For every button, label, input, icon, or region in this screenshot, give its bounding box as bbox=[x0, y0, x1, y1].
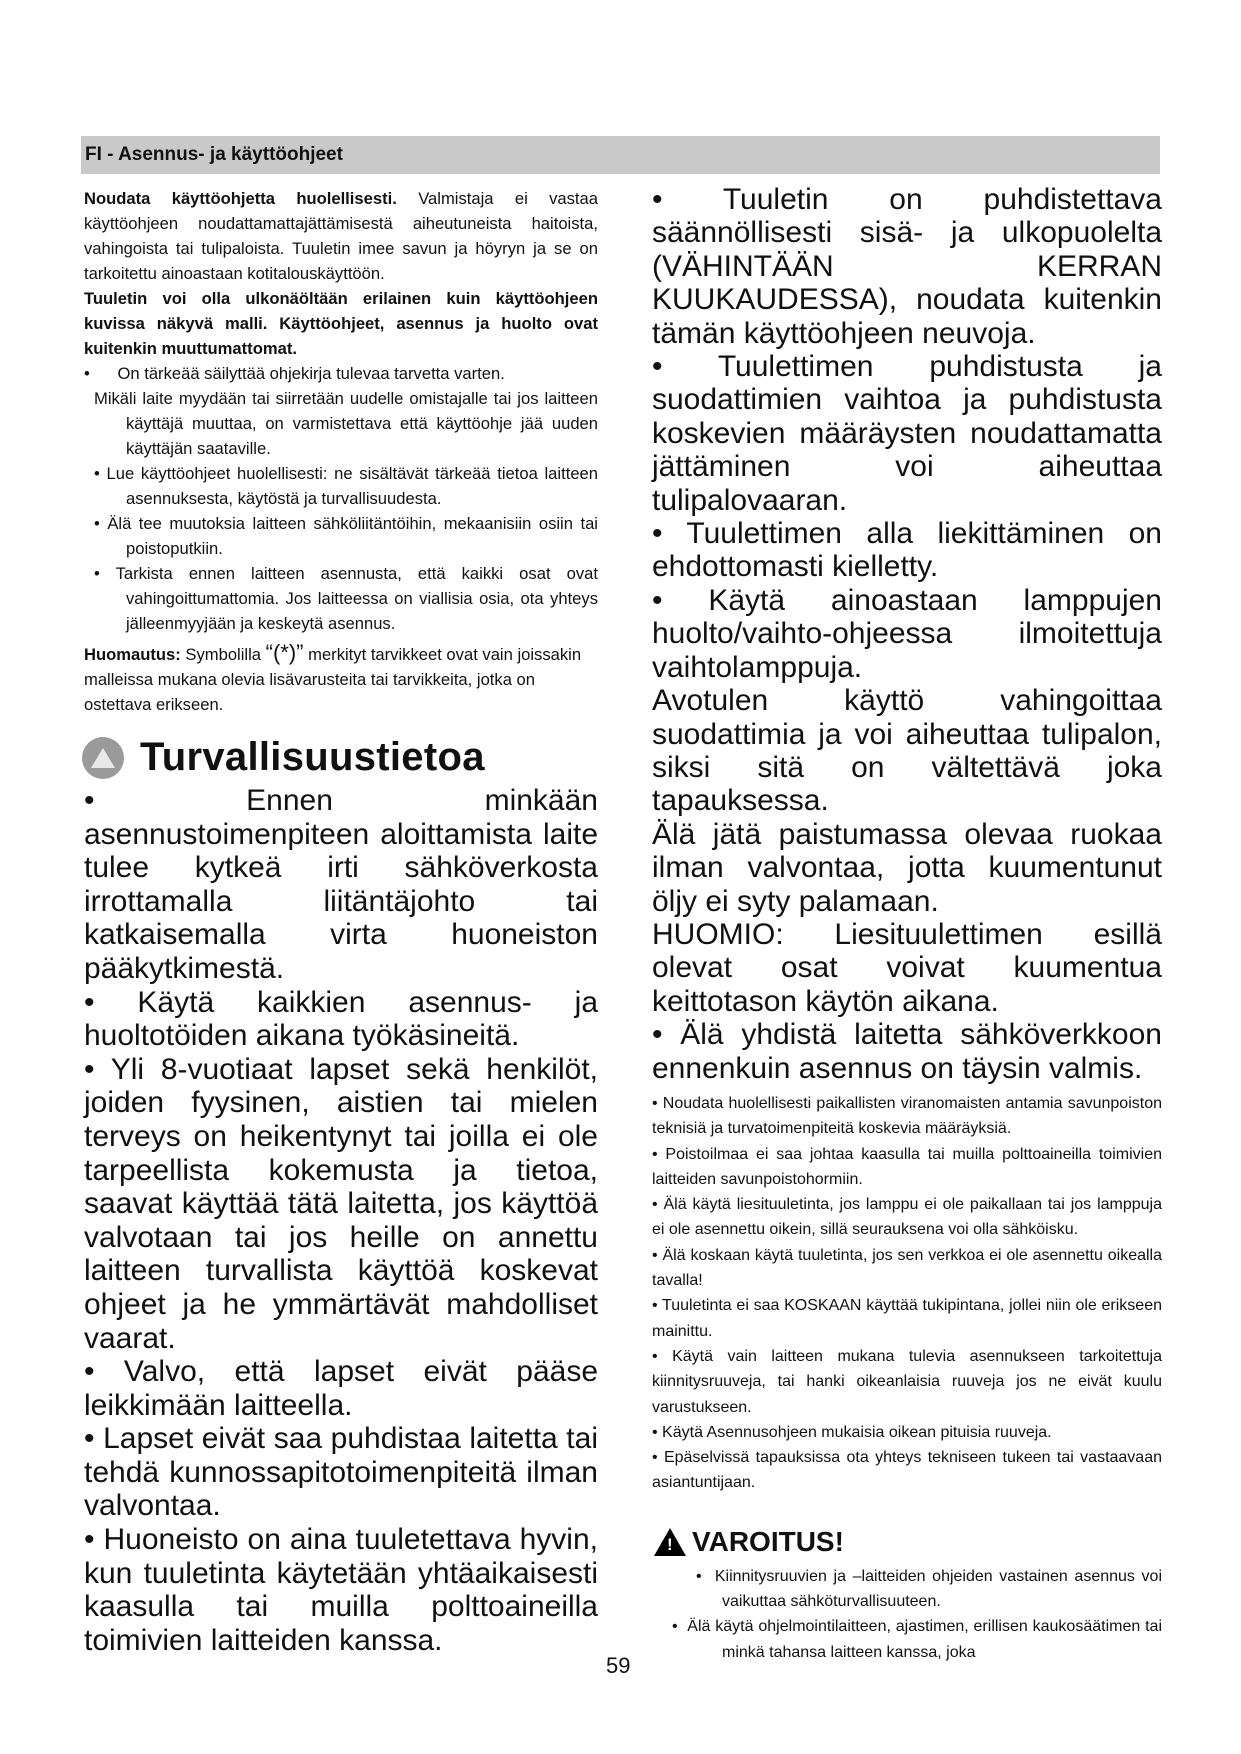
right-small-item: • Noudata huolellisesti paikallisten viranomaisten antamia savunpoiston teknisiä ja turvatoimenpiteitä koskevia määräyksiä. bbox=[652, 1094, 1162, 1138]
right-small-item: • Epäselvissä tapauksissa ota yhteys tekniseen tukeen tai vastaavaan asiantuntijaan. bbox=[652, 1449, 1162, 1492]
right-column bbox=[652, 183, 1162, 1665]
left-column bbox=[84, 186, 598, 1657]
right-small-item: • Käytä Asennusohjeen mukaisia oikean pituisia ruuveja. bbox=[652, 1423, 1052, 1441]
note-label: Huomautus: bbox=[84, 645, 181, 664]
safety-item: • Yli 8-vuotiaat lapset sekä henkilöt, joiden fyysinen, aistien tai mielen terveys on heikentynyt tai joilla ei ole tarpeellista kokemusta ja tietoa, saavat käyttää tätä laitetta, jos käyttöä valvotaan tai jos heille on annettu laitteen turvallista käyttöä koskevat ohjeet ja he ymmärtävät mahdolliset vaarat. bbox=[84, 1052, 598, 1355]
safety-item: • Valvo, että lapset eivät pääse leikkimään laitteella. bbox=[84, 1355, 598, 1422]
section-heading bbox=[82, 735, 598, 780]
right-small-item: • Älä käytä liesituuletinta, jos lamppu ei ole paikallaan tai jos lamppuja ei ole asennettu oikein, sillä seurauksena voi olla sähköisku. bbox=[652, 1196, 1162, 1239]
right-large-item: Avotulen käyttö vahingoittaa suodattimia ja voi aiheuttaa tulipalon, siksi sitä on vältettävä joka tapauksessa. bbox=[652, 684, 1162, 818]
warning-circle-icon bbox=[82, 737, 124, 779]
warning-item: • Älä käytä ohjelmointilaitteen, ajastimen, erillisen kaukosäätimen tai minkä tahansa laitteen kanssa, joka bbox=[672, 1618, 1162, 1661]
right-large-item: • Tuulettimen puhdistusta ja suodattimien vaihtoa ja puhdistusta koskevien määräysten noudattamatta jättäminen voi aiheuttaa tulipalovaaran. bbox=[652, 350, 1162, 517]
intro-bold-2: Tuuletin voi olla ulkonäöltään erilainen kuin käyttöohjeen kuvissa näkyvä malli. Käyttöohjeet, asennus ja huolto ovat kuitenkin muuttumattomat. bbox=[84, 289, 598, 358]
header-title: FI - Asennus- ja käyttöohjeet bbox=[85, 144, 343, 165]
intro-text-1: Valmistaja ei vastaa käyttöohjeen noudattamattajättämisestä aiheutuneista haitoista, vahingoista tai tulipaloista. Tuuletin imee savun ja höyryn ja se on tarkoitettu ainoastaan kotitalouskäyttöön. bbox=[84, 189, 598, 283]
intro-bold-paragraph bbox=[84, 286, 598, 361]
right-large-item: • Tuuletin on puhdistettava säännöllisesti sisä- ja ulkopuolelta (VÄHINTÄÄN KERRAN KUUKAUDESSA), noudata kuitenkin tämän käyttöohjeen neuvoja. bbox=[652, 183, 1162, 350]
right-large-item: • Älä yhdistä laitetta sähköverkkoon ennenkuin asennus on täysin valmis. bbox=[652, 1018, 1162, 1085]
safety-item: • Huoneisto on aina tuuletettava hyvin, kun tuuletinta käytetään yhtäaikaisesti kaasulla tai muilla polttoaineilla toimivien laitteiden kanssa. bbox=[84, 1523, 598, 1657]
warning-heading bbox=[654, 1526, 1162, 1558]
header-bar bbox=[81, 136, 1160, 174]
note-symbol: “(*)” bbox=[265, 640, 304, 665]
right-large-item: HUOMIO: Liesituulettimen esillä olevat osat voivat kuumentua keittotason käytön aikana. bbox=[652, 917, 1162, 1018]
list-item: • Älä tee muutoksia laitteen sähköliitäntöihin, mekaanisiin osiin tai poistoputkiin. bbox=[94, 514, 598, 558]
list-item: • Lue käyttöohjeet huolellisesti: ne sisältävät tärkeää tietoa laitteen asennuksesta, käytöstä ja turvallisuudesta. bbox=[94, 464, 598, 508]
right-small-item: • Poistoilmaa ei saa johtaa kaasulla tai muilla polttoaineilla toimivien laitteiden savunpoistohormiin. bbox=[652, 1145, 1162, 1188]
warning-triangle-icon bbox=[654, 1528, 686, 1556]
warning-item: • Kiinnitysruuvien ja –laitteiden ohjeiden vastainen asennus voi vaikuttaa sähköturvallisuuteen. bbox=[696, 1567, 1162, 1611]
right-small-item: • Käytä vain laitteen mukana tulevia asennukseen tarkoitettuja kiinnitysruuveja, tai hanki oikeanlaisia ruuveja jos ne eivät kuulu varustukseen. bbox=[652, 1347, 1162, 1416]
list-item: Mikäli laite myydään tai siirretään uudelle omistajalle tai jos laitteen käyttäjä muuttaa, on varmistettava että käyttöohje jää uuden käyttäjän saataville. bbox=[94, 389, 598, 458]
note-post: merkityt tarvikkeet ovat vain joissakin malleissa mukana olevia lisävarusteita tai tarvikkeita, jotka on ostettava erikseen. bbox=[84, 645, 582, 714]
intro-paragraph bbox=[84, 186, 598, 286]
warning-title: VAROITUS! bbox=[692, 1525, 844, 1557]
page-number: 59 bbox=[606, 1653, 631, 1678]
safety-item: • Käytä kaikkien asennus- ja huoltotöiden aikana työkäsineitä. bbox=[84, 985, 598, 1053]
list-item: • Tarkista ennen laitteen asennusta, että kaikki osat ovat vahingoittumattomia. Jos laitteessa on viallisia osia, ota yhteys jälleenmyyjään ja keskeytä asennus. bbox=[94, 564, 598, 633]
right-small-item: • Tuuletinta ei saa KOSKAAN käyttää tukipintana, jollei niin ole erikseen mainittu. bbox=[652, 1297, 1162, 1340]
section-title: Turvallisuustietoa bbox=[140, 735, 485, 779]
note-paragraph bbox=[84, 640, 598, 717]
right-large-item: • Käytä ainoastaan lamppujen huolto/vaihto-ohjeessa ilmoitettuja vaihtolamppuja. bbox=[652, 583, 1162, 684]
safety-item: • Lapset eivät saa puhdistaa laitetta tai tehdä kunnossapitotoimenpiteitä ilman valvontaa. bbox=[84, 1422, 598, 1523]
right-large-item: Älä jätä paistumassa olevaa ruokaa ilman valvontaa, jotta kuumentunut öljy ei syty palamaan. bbox=[652, 817, 1162, 918]
safety-item: • Ennen minkään asennustoimenpiteen aloittamista laite tulee kytkeä irti sähköverkosta irrottamalla liitäntäjohto tai katkaisemalla virta huoneiston pääkytkimestä. bbox=[84, 784, 598, 985]
list-item: • On tärkeää säilyttää ohjekirja tulevaa tarvetta varten. bbox=[84, 364, 505, 383]
note-pre: Symbolilla bbox=[180, 645, 266, 664]
right-large-item: • Tuulettimen alla liekittäminen on ehdottomasti kielletty. bbox=[652, 517, 1162, 584]
right-small-item: • Älä koskaan käytä tuuletinta, jos sen verkkoa ei ole asennettu oikealla tavalla! bbox=[652, 1246, 1162, 1290]
intro-bold-1: Noudata käyttöohjetta huolellisesti. bbox=[84, 189, 397, 208]
